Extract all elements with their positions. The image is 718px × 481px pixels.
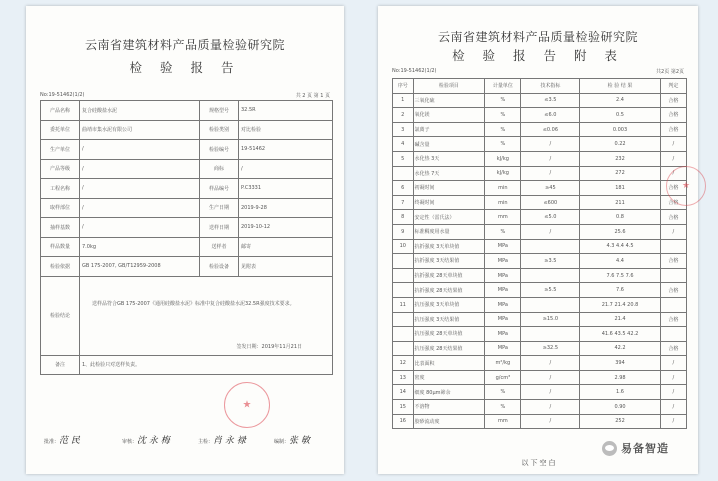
test-report-appendix-page: [378, 6, 698, 474]
row-number: 16: [393, 414, 414, 429]
test-item: 细度 80μm筛余: [413, 385, 485, 400]
test-item: 抗折强度 28天单块值: [413, 268, 485, 283]
judgement: [660, 297, 686, 312]
requirement: [521, 239, 580, 254]
unit: min: [485, 181, 521, 196]
result: 394: [580, 356, 661, 371]
result: 4.3 4.4 4.5: [580, 239, 661, 254]
judgement: 合格: [660, 283, 686, 298]
unit: MPa: [485, 327, 521, 342]
result: 0.90: [580, 400, 661, 415]
unit: %: [485, 108, 521, 123]
requirement: /: [521, 166, 580, 181]
table-row: [393, 93, 687, 108]
column-header: 检 验 结 果: [580, 79, 661, 94]
requirement: /: [521, 385, 580, 400]
unit: %: [485, 122, 521, 137]
field-value: /: [239, 159, 333, 179]
table-row: [393, 370, 687, 385]
result: 181: [580, 181, 661, 196]
test-item: 氯离子: [413, 122, 485, 137]
info-row: [41, 120, 333, 140]
table-header-row: [393, 79, 687, 94]
column-header: 序号: [393, 79, 414, 94]
field-value: /: [80, 159, 200, 179]
requirement: ≥32.5: [521, 341, 580, 356]
field-value: 邮寄: [239, 237, 333, 257]
signature-approve: 批准：范 民: [44, 436, 80, 446]
unit: %: [485, 137, 521, 152]
signature-review: 审核：沈 永 梅: [122, 436, 170, 446]
requirement: /: [521, 224, 580, 239]
judgement: 合格: [660, 312, 686, 327]
result: 232: [580, 151, 661, 166]
judgement: /: [660, 400, 686, 415]
field-value: 曲靖市集水泥有限公司: [80, 120, 200, 140]
report-title: 检 验 报 告: [129, 60, 241, 75]
unit: g/cm³: [485, 370, 521, 385]
report-number: No:19-51462(1/2): [40, 92, 85, 98]
test-item: 抗折强度 3天单块值: [413, 239, 485, 254]
field-value: P.C3331: [239, 179, 333, 199]
unit: kJ/kg: [485, 166, 521, 181]
field-label: 样品编号: [200, 179, 239, 199]
result: 4.4: [580, 254, 661, 269]
judgement: 合格: [660, 254, 686, 269]
row-number: [393, 341, 414, 356]
info-row: [41, 179, 333, 199]
judgement: /: [660, 224, 686, 239]
remark-row: [41, 355, 333, 374]
test-item: 抗压强度 3天结果值: [413, 312, 485, 327]
remark-text: 1、此检验只对送样负责。: [80, 355, 333, 374]
test-item: 安定性（雷氏法）: [413, 210, 485, 225]
requirement: ≤6.0: [521, 108, 580, 123]
field-value: 19-51462: [239, 140, 333, 160]
row-number: 2: [393, 108, 414, 123]
result: 2.98: [580, 370, 661, 385]
row-number: [393, 268, 414, 283]
requirement: [521, 327, 580, 342]
test-item: 抗压强度 3天单块值: [413, 297, 485, 312]
field-label: 产品等级: [41, 159, 80, 179]
result: 211: [580, 195, 661, 210]
row-number: 14: [393, 385, 414, 400]
field-label: 规格型号: [200, 101, 239, 121]
field-value: 见附表: [239, 257, 333, 277]
row-number: [393, 327, 414, 342]
judgement: [660, 239, 686, 254]
column-header: 计量单位: [485, 79, 521, 94]
watermark: [602, 440, 669, 456]
row-number: 9: [393, 224, 414, 239]
row-number: [393, 166, 414, 181]
test-item: 抗压强度 28天单块值: [413, 327, 485, 342]
table-row: [393, 122, 687, 137]
judgement: /: [660, 414, 686, 429]
result: 7.6: [580, 283, 661, 298]
requirement: [521, 297, 580, 312]
issue-date: 签发日期：2019年11月21日: [236, 343, 302, 350]
field-label: 工程名称: [41, 179, 80, 199]
unit: %: [485, 400, 521, 415]
field-label: 检验编号: [200, 140, 239, 160]
judgement: 合格: [660, 108, 686, 123]
requirement: ≥3.5: [521, 254, 580, 269]
page-info: 共2页 第2页: [656, 69, 684, 75]
table-row: [393, 283, 687, 298]
test-item: 比表面积: [413, 356, 485, 371]
table-row: [393, 297, 687, 312]
table-row: [393, 312, 687, 327]
institute-name: 云南省建筑材料产品质量检验研究院: [437, 30, 638, 44]
result: 1.6: [580, 385, 661, 400]
requirement: [521, 268, 580, 283]
requirement: /: [521, 137, 580, 152]
test-item: 胶砂流动度: [413, 414, 485, 429]
judgement: /: [660, 137, 686, 152]
test-item: 抗压强度 28天结果值: [413, 341, 485, 356]
row-number: 11: [393, 297, 414, 312]
column-header: 检验项目: [413, 79, 485, 94]
test-item: 氧化镁: [413, 108, 485, 123]
field-label: 检验依据: [41, 257, 80, 277]
test-item: 碱含量: [413, 137, 485, 152]
row-number: 6: [393, 181, 414, 196]
field-value: /: [80, 198, 200, 218]
judgement: /: [660, 356, 686, 371]
unit: mm: [485, 210, 521, 225]
row-number: 12: [393, 356, 414, 371]
judgement: 合格: [660, 181, 686, 196]
info-row: [41, 218, 333, 238]
requirement: /: [521, 414, 580, 429]
field-label: 委托单位: [41, 120, 80, 140]
table-row: [393, 210, 687, 225]
table-row: [393, 108, 687, 123]
table-row: [393, 166, 687, 181]
row-number: 4: [393, 137, 414, 152]
table-row: [393, 239, 687, 254]
unit: MPa: [485, 268, 521, 283]
result: 272: [580, 166, 661, 181]
signature-inspector: 主检：肖 永 禄: [198, 436, 246, 446]
row-number: 13: [393, 370, 414, 385]
appendix-results-table: [392, 78, 687, 429]
info-row: [41, 237, 333, 257]
requirement: ≥45: [521, 181, 580, 196]
row-number: 7: [393, 195, 414, 210]
unit: m²/kg: [485, 356, 521, 371]
field-label: 抽样基数: [41, 218, 80, 238]
field-value: 复合硅酸盐水泥: [80, 101, 200, 121]
unit: %: [485, 224, 521, 239]
field-value: /: [80, 140, 200, 160]
row-number: 1: [393, 93, 414, 108]
test-item: 抗折强度 3天结果值: [413, 254, 485, 269]
requirement: ≤0.06: [521, 122, 580, 137]
field-label: 取样部位: [41, 198, 80, 218]
result: 42.2: [580, 341, 661, 356]
judgement: 合格: [660, 93, 686, 108]
official-seal: ★: [224, 382, 270, 428]
report-number: No:19-51462(1/2): [392, 68, 437, 74]
requirement: ≥15.0: [521, 312, 580, 327]
table-row: [393, 195, 687, 210]
judgement: 合格: [660, 341, 686, 356]
result: 7.6 7.5 7.6: [580, 268, 661, 283]
test-item: 不溶物: [413, 400, 485, 415]
field-value: /: [80, 218, 200, 238]
conclusion-row: [41, 276, 333, 355]
field-label: 检验设备: [200, 257, 239, 277]
test-item: 密度: [413, 370, 485, 385]
table-row: [393, 341, 687, 356]
table-row: [393, 356, 687, 371]
official-seal: ★: [666, 166, 706, 206]
test-item: 初凝时间: [413, 181, 485, 196]
judgement: /: [660, 166, 686, 181]
judgement: /: [660, 385, 686, 400]
row-number: [393, 312, 414, 327]
test-item: 抗折强度 28天结果值: [413, 283, 485, 298]
table-row: [393, 181, 687, 196]
info-row: [41, 198, 333, 218]
result: 0.22: [580, 137, 661, 152]
row-number: 8: [393, 210, 414, 225]
field-label: 样品数量: [41, 237, 80, 257]
test-item: 终凝时间: [413, 195, 485, 210]
conclusion-label: 检验结论: [41, 276, 80, 355]
result: 252: [580, 414, 661, 429]
field-label: 送样者: [200, 237, 239, 257]
requirement: /: [521, 151, 580, 166]
table-row: [393, 224, 687, 239]
result: 0.8: [580, 210, 661, 225]
table-row: [393, 268, 687, 283]
judgement: /: [660, 370, 686, 385]
unit: kJ/kg: [485, 151, 521, 166]
unit: MPa: [485, 297, 521, 312]
row-number: 10: [393, 239, 414, 254]
field-label: 检验类别: [200, 120, 239, 140]
result: 2.4: [580, 93, 661, 108]
unit: MPa: [485, 239, 521, 254]
requirement: /: [521, 400, 580, 415]
result: 25.6: [580, 224, 661, 239]
judgement: 合格: [660, 210, 686, 225]
unit: %: [485, 93, 521, 108]
field-value: 32.5R: [239, 101, 333, 121]
test-item: 三氧化硫: [413, 93, 485, 108]
table-row: [393, 414, 687, 429]
info-row: [41, 101, 333, 121]
field-value: /: [80, 179, 200, 199]
report-info-table: [40, 100, 333, 375]
field-value: 7.0kg: [80, 237, 200, 257]
judgement: 合格: [660, 195, 686, 210]
row-number: 3: [393, 122, 414, 137]
conclusion-cell: [80, 276, 333, 355]
remark-label: 备注: [41, 355, 80, 374]
appendix-title: 检 验 报 告 附 表: [452, 48, 624, 63]
result: 0.003: [580, 122, 661, 137]
info-row: [41, 140, 333, 160]
conclusion-text: 送样品符合GB 175-2007《通用硅酸盐水泥》标准中复合硅酸盐水泥32.5R强度技术要求。: [92, 300, 295, 307]
judgement: [660, 327, 686, 342]
result: 21.7 21.4 20.8: [580, 297, 661, 312]
table-row: [393, 385, 687, 400]
field-label: 生产单位: [41, 140, 80, 160]
page-info: 共 2 页 第 1 页: [295, 93, 330, 99]
field-label: 送样日期: [200, 218, 239, 238]
table-row: [393, 327, 687, 342]
test-item: 水化热 7天: [413, 166, 485, 181]
column-header: 技术指标: [521, 79, 580, 94]
requirement: ≤600: [521, 195, 580, 210]
result: 41.6 43.5 42.2: [580, 327, 661, 342]
field-label: 产品名称: [41, 101, 80, 121]
watermark-text: 易备智造: [621, 442, 669, 455]
unit: MPa: [485, 283, 521, 298]
field-value: GB 175-2007, GB/T12959-2008: [80, 257, 200, 277]
requirement: /: [521, 370, 580, 385]
judgement: /: [660, 151, 686, 166]
row-number: [393, 254, 414, 269]
judgement: 合格: [660, 122, 686, 137]
field-label: 生产日期: [200, 198, 239, 218]
signature-compiler: 编制：张 敏: [274, 436, 310, 446]
table-row: [393, 254, 687, 269]
column-header: 判定: [660, 79, 686, 94]
result: 21.4: [580, 312, 661, 327]
unit: MPa: [485, 312, 521, 327]
test-report-page: [26, 6, 344, 474]
unit: MPa: [485, 341, 521, 356]
unit: mm: [485, 414, 521, 429]
info-row: [41, 257, 333, 277]
table-row: [393, 400, 687, 415]
requirement: ≤5.0: [521, 210, 580, 225]
test-item: 水化热 3天: [413, 151, 485, 166]
row-number: [393, 283, 414, 298]
end-note: 以下空白: [521, 459, 558, 467]
judgement: [660, 268, 686, 283]
unit: min: [485, 195, 521, 210]
requirement: ≤3.5: [521, 93, 580, 108]
table-row: [393, 137, 687, 152]
field-value: 2019-10-12: [239, 218, 333, 238]
requirement: ≥5.5: [521, 283, 580, 298]
field-value: 2019-9-28: [239, 198, 333, 218]
row-number: 5: [393, 151, 414, 166]
unit: MPa: [485, 254, 521, 269]
field-label: 商标: [200, 159, 239, 179]
result: 0.5: [580, 108, 661, 123]
info-row: [41, 159, 333, 179]
row-number: 15: [393, 400, 414, 415]
wechat-icon: [602, 441, 617, 456]
requirement: /: [521, 356, 580, 371]
field-value: 对比检验: [239, 120, 333, 140]
institute-name: 云南省建筑材料产品质量检验研究院: [84, 38, 285, 52]
test-item: 标准稠度用水量: [413, 224, 485, 239]
table-row: [393, 151, 687, 166]
unit: %: [485, 385, 521, 400]
